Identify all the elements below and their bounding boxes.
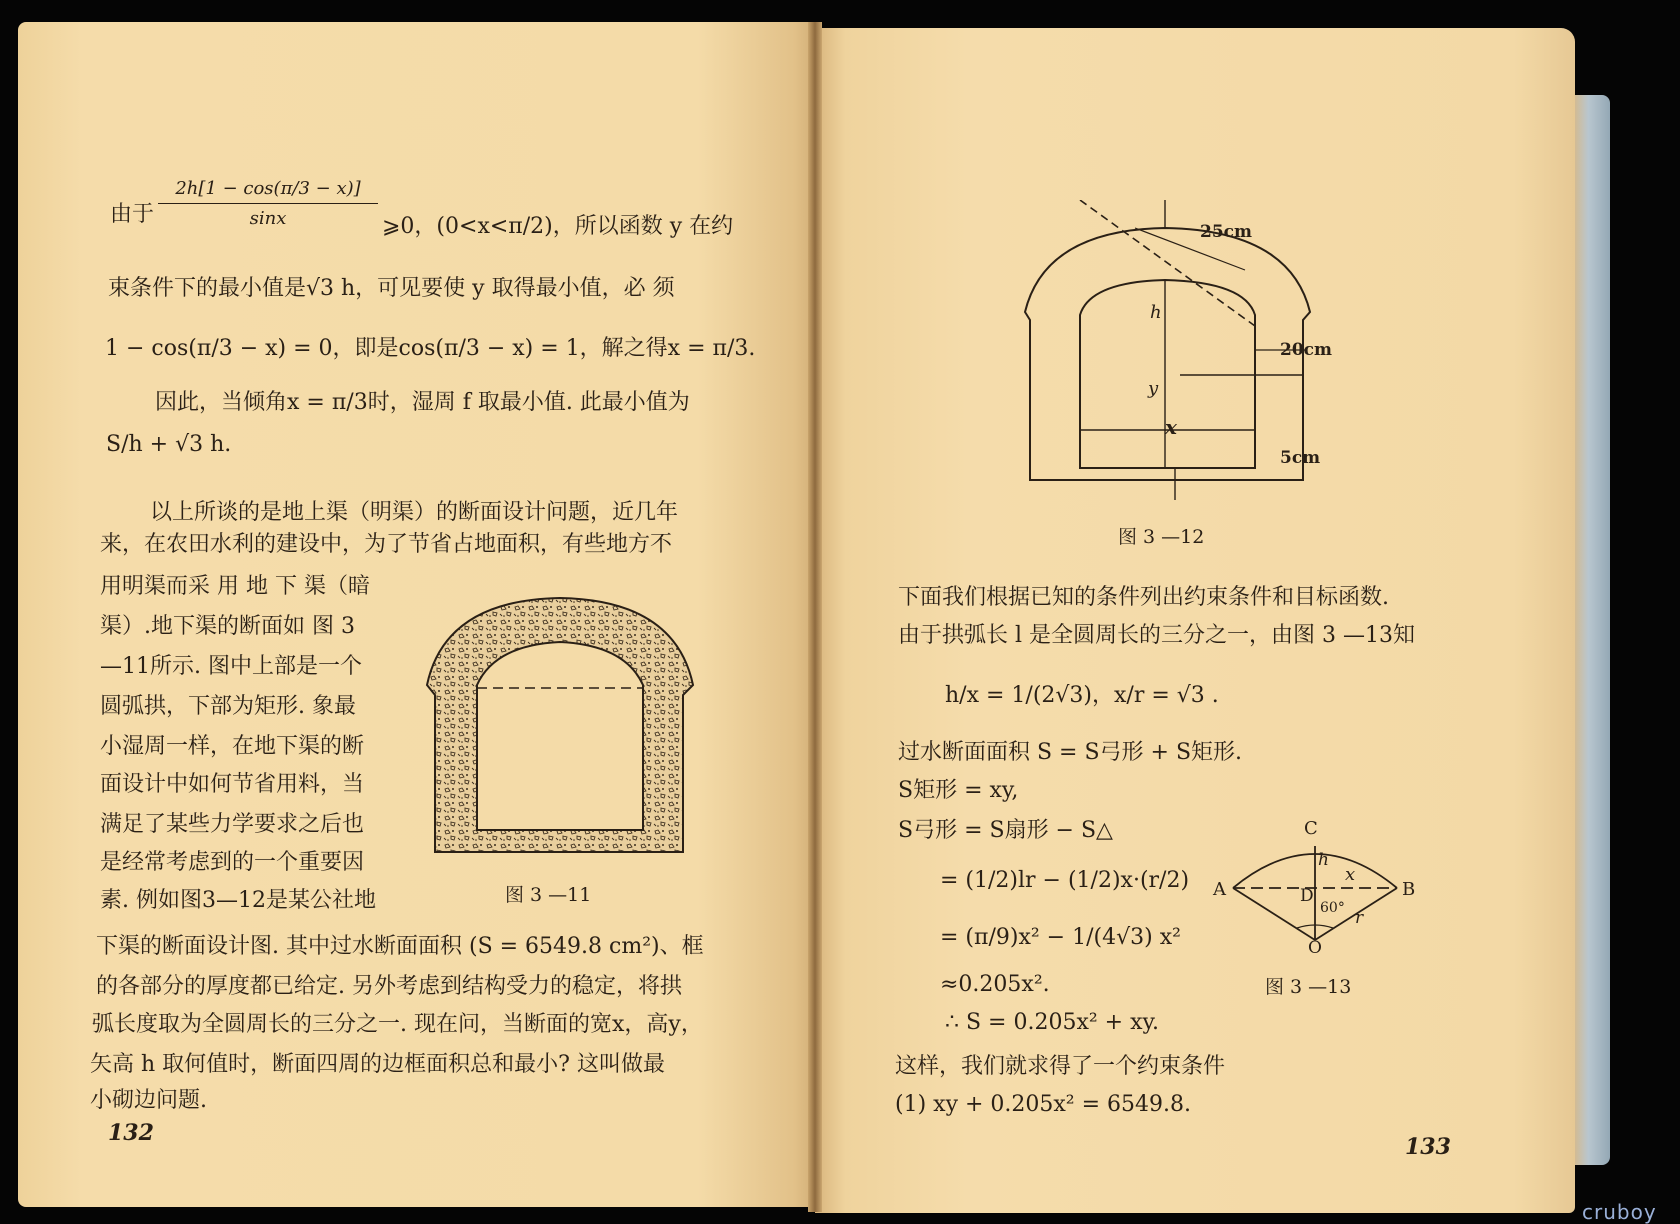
fig13-label-r: r [1355, 908, 1364, 928]
eq1-denominator: sinx [249, 208, 287, 229]
math-line: ∴ S = 0.205x² + xy. [945, 1010, 1160, 1035]
figure-3-12-diagram [1015, 200, 1325, 500]
para-line: 是经常考虑到的一个重要因 [100, 850, 365, 875]
text-line: 1 − cos(π/3 − x) = 0，即是cos(π/3 − x) = 1，解之得x = π/3. [105, 336, 756, 361]
eq1-prefix: 由于 [110, 202, 155, 227]
math-line: (1) xy + 0.205x² = 6549.8. [895, 1092, 1192, 1117]
book-spine [808, 22, 822, 1212]
fig13-label-D: D [1300, 886, 1314, 906]
figure-3-12-caption: 图 3 —12 [1118, 526, 1205, 548]
figure-3-13-diagram [1225, 828, 1410, 948]
para-line: —11所示. 图中上部是一个 [100, 654, 362, 679]
fig13-label-C: C [1304, 818, 1318, 839]
figure-3-11-caption: 图 3 —11 [505, 884, 592, 906]
fig12-label-25cm: 25cm [1200, 222, 1252, 242]
math-line: S矩形 = xy, [898, 778, 1019, 803]
math-line: S弓形 = S扇形 − S△ [898, 818, 1113, 843]
eq1-fraction [158, 178, 378, 229]
text-line: 因此，当倾角x = π/3时，湿周 f 取最小值. 此最小值为 [155, 390, 690, 415]
fig13-label-h: h [1318, 850, 1329, 870]
fig12-label-20cm: 20cm [1280, 340, 1332, 360]
para-line: 素. 例如图3—12是某公社地 [100, 888, 376, 913]
text-line: 过水断面面积 S = S弓形 + S矩形. [898, 740, 1243, 765]
para-line: 来，在农田水利的建设中，为了节省占地面积，有些地方不 [100, 532, 673, 557]
math-line: = (1/2)lr − (1/2)x·(r/2) [940, 868, 1190, 893]
page-edge-stack [1574, 95, 1610, 1165]
text-line: 束条件下的最小值是√3 h，可见要使 y 取得最小值，必 须 [108, 276, 675, 301]
fig12-label-5cm: 5cm [1280, 448, 1321, 468]
para-line: 小湿周一样，在地下渠的断 [100, 734, 365, 759]
para-line: 小砌边问题. [90, 1088, 207, 1113]
text-line: S/h + √3 h. [106, 432, 232, 457]
para-line: 弧长度取为全圆周长的三分之一. 现在问，当断面的宽x，高y， [92, 1012, 703, 1037]
fig13-label-angle: 60° [1320, 900, 1345, 916]
fig13-label-x: x [1345, 864, 1356, 885]
figure-3-13-caption: 图 3 —13 [1265, 976, 1352, 998]
para-line: 渠）.地下渠的断面如 图 3 [100, 614, 355, 639]
para-line: 面设计中如何节省用料，当 [100, 772, 365, 797]
watermark: cruboy [1582, 1200, 1657, 1224]
text-line: 由于拱弧长 l 是全圆周长的三分之一，由图 3 —13知 [898, 623, 1416, 648]
para-line: 用明渠而采 用 地 下 渠（暗 [100, 574, 370, 599]
para-line: 矢高 h 取何值时，断面四周的边框面积总和最小? 这叫做最 [90, 1052, 665, 1077]
math-line: ≈0.205x². [940, 972, 1050, 997]
figure-3-11-diagram [415, 590, 705, 860]
fig12-label-h: h [1150, 302, 1162, 323]
fig13-label-O: O [1308, 938, 1322, 958]
para-line: 下渠的断面设计图. 其中过水断面面积 (S = 6549.8 cm²)、框 [96, 934, 704, 959]
eq1-suffix: ⩾0，(0<x<π/2)，所以函数 y 在约 [382, 214, 734, 239]
math-line: = (π/9)x² − 1/(4√3) x² [940, 925, 1181, 950]
page-number-right: 133 [1405, 1134, 1451, 1160]
page-number-left: 132 [108, 1120, 154, 1146]
fig12-label-y: y [1148, 378, 1159, 399]
fig12-label-x: x [1165, 415, 1177, 439]
math-line: h/x = 1/(2√3)，x/r = √3 . [945, 683, 1219, 708]
fig13-label-B: B [1402, 879, 1416, 900]
para-line: 满足了某些力学要求之后也 [100, 812, 365, 837]
para-line: 的各部分的厚度都已给定. 另外考虑到结构受力的稳定，将拱 [96, 974, 682, 999]
text-line: 这样，我们就求得了一个约束条件 [895, 1054, 1226, 1079]
para-line: 圆弧拱，下部为矩形. 象最 [100, 694, 356, 719]
fig13-label-A: A [1213, 879, 1226, 900]
para-line: 以上所谈的是地上渠（明渠）的断面设计问题，近几年 [150, 500, 679, 525]
text-line: 下面我们根据已知的条件列出约束条件和目标函数. [898, 585, 1389, 610]
eq1-numerator: 2h[1 − cos(π/3 − x)] [158, 178, 378, 204]
